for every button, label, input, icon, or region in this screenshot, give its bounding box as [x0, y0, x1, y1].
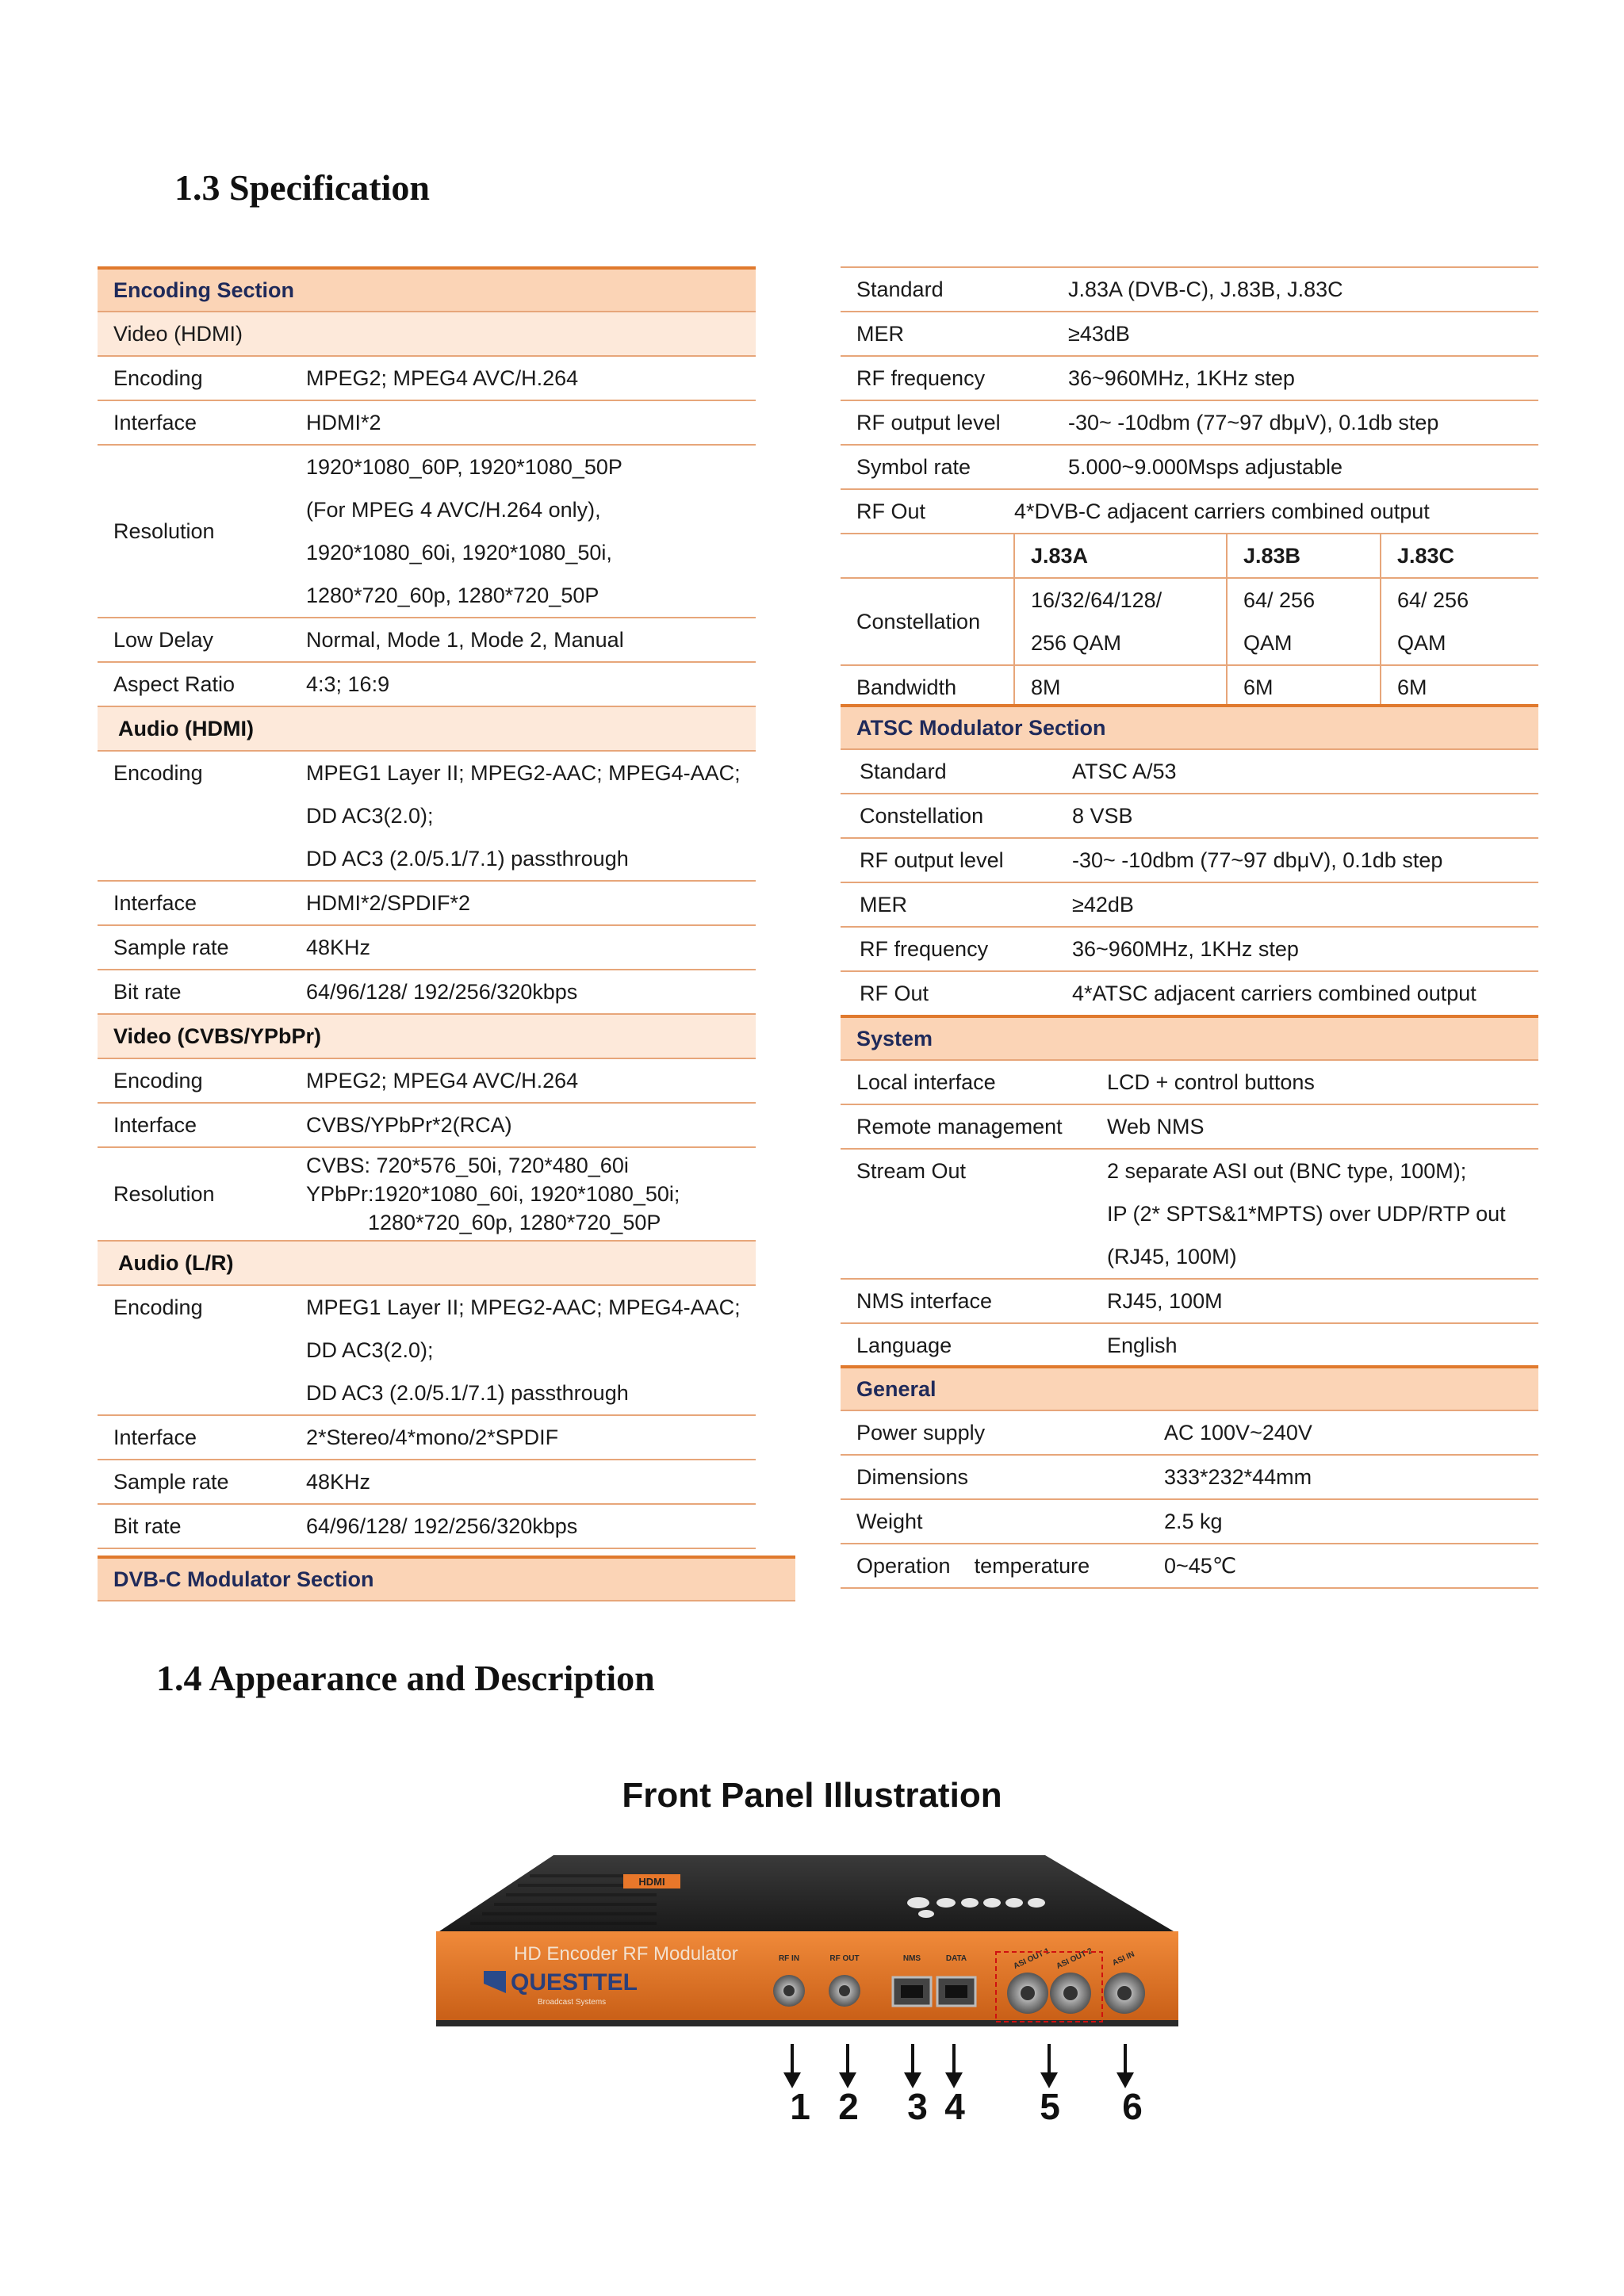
row-label: Stream Out [841, 1149, 1091, 1279]
constellation-header-row [841, 534, 1538, 578]
row-value: 36~960MHz, 1KHz step [1056, 927, 1538, 971]
row-label: Encoding [98, 356, 290, 400]
right-spec-table-system [841, 1015, 1538, 1368]
row-value: 6M [1381, 665, 1538, 710]
value-line: 2 separate ASI out (BNC type, 100M); [1107, 1159, 1467, 1183]
marker-number: 2 [838, 2086, 859, 2127]
device-name: HD Encoder RF Modulator [514, 1943, 738, 1965]
marker-number: 5 [1040, 2086, 1060, 2127]
row-label: Sample rate [98, 1460, 290, 1504]
row-value: ≥43dB [1014, 312, 1538, 356]
table-row [841, 356, 1538, 400]
port-label: RF IN [778, 1954, 800, 1963]
row-value: 64/96/128/ 192/256/320kbps [290, 1504, 756, 1548]
general-section-title: General [841, 1367, 1538, 1410]
value-line: QAM [1243, 631, 1293, 655]
row-label: Constellation [841, 578, 1014, 665]
encoding-section-title: Encoding Section [98, 268, 756, 312]
table-row [841, 578, 1538, 665]
row-value: -30~ -10dbm (77~97 dbμV), 0.1db step [1056, 838, 1538, 882]
table-row [98, 1460, 756, 1504]
table-row [841, 882, 1538, 927]
row-value: MPEG2; MPEG4 AVC/H.264 [290, 1058, 756, 1103]
row-value: AC 100V~240V [1148, 1410, 1538, 1455]
value-line: IP (2* SPTS&1*MPTS) over UDP/RTP out [1107, 1202, 1506, 1226]
table-row [841, 971, 1538, 1016]
spec-heading: 1.3 Specification [174, 167, 430, 208]
dvbc-section-title: DVB-C Modulator Section [98, 1557, 795, 1601]
right-spec-table-atsc [841, 704, 1538, 1016]
table-row [841, 1060, 1538, 1104]
row-label: Standard [841, 267, 1014, 312]
table-row [98, 356, 756, 400]
row-label: Constellation [841, 794, 1056, 838]
row-value: 64/96/128/ 192/256/320kbps [290, 970, 756, 1014]
row-label: Encoding [98, 1058, 290, 1103]
row-label: RF output level [841, 400, 1014, 445]
row-label: Local interface [841, 1060, 1091, 1104]
row-value: HDMI*2 [290, 400, 756, 445]
audio-lr-label: Audio (L/R) [98, 1241, 756, 1285]
value-line: CVBS: 720*576_50i, 720*480_60i [306, 1154, 629, 1177]
row-value: 48KHz [290, 925, 756, 970]
value-line: DD AC3 (2.0/5.1/7.1) passthrough [306, 1381, 629, 1405]
audio-hdmi-label: Audio (HDMI) [98, 706, 756, 751]
row-label: Sample rate [98, 925, 290, 970]
bottom-edge [436, 2020, 1178, 2026]
port-label: ASI IN [1111, 1950, 1136, 1968]
row-value: 6M [1227, 665, 1381, 710]
col-header-j83b: J.83B [1227, 534, 1381, 578]
value-line: 1920*1080_60i, 1920*1080_50i, [306, 541, 612, 564]
row-label: Bandwidth [841, 665, 1014, 710]
table-row [841, 1410, 1538, 1455]
table-row [841, 665, 1538, 710]
row-label: Weight [841, 1499, 1148, 1544]
arrow-icon [780, 2044, 804, 2090]
table-row [98, 1058, 756, 1103]
arrow-icon [836, 2044, 860, 2090]
row-label: Interface [98, 1103, 290, 1147]
row-value: 5.000~9.000Msps adjustable [1014, 445, 1538, 489]
value-line: 1280*720_60p, 1280*720_50P [368, 1211, 661, 1234]
arrow-icon [901, 2044, 925, 2090]
row-label: Resolution [98, 445, 290, 618]
port-label: ASI OUT 1 [1012, 1946, 1051, 1972]
row-value: 2.5 kg [1148, 1499, 1538, 1544]
atsc-section-row [841, 706, 1538, 749]
table-row [98, 881, 756, 925]
table-row [841, 489, 1538, 534]
row-value: English [1091, 1323, 1538, 1368]
dvbc-section-table [98, 1556, 795, 1601]
system-section-row [841, 1016, 1538, 1060]
row-value [290, 1285, 756, 1415]
value-line: YPbPr:1920*1080_60i, 1920*1080_50i; [306, 1182, 680, 1206]
table-row [98, 1103, 756, 1147]
port-label: RF OUT [829, 1954, 860, 1963]
row-label: RF Out [841, 489, 1014, 534]
value-line: DD AC3(2.0); [306, 1338, 434, 1362]
audio-hdmi-row [98, 706, 756, 751]
atsc-section-title: ATSC Modulator Section [841, 706, 1538, 749]
row-value: LCD + control buttons [1091, 1060, 1538, 1104]
row-value: J.83A (DVB-C), J.83B, J.83C [1014, 267, 1538, 312]
row-value: 4*DVB-C adjacent carriers combined output [1014, 489, 1538, 534]
table-row [841, 1279, 1538, 1323]
table-row [841, 749, 1538, 794]
row-label: Interface [98, 881, 290, 925]
table-row [841, 1149, 1538, 1279]
rf-out-port [829, 1975, 860, 2007]
asi-out-1-port [1007, 1973, 1048, 2014]
row-label: Language [841, 1323, 1091, 1368]
device-illustration [435, 1852, 1180, 2058]
value-line: (For MPEG 4 AVC/H.264 only), [306, 498, 601, 522]
value-line: QAM [1397, 631, 1446, 655]
row-value: RJ45, 100M [1091, 1279, 1538, 1323]
video-cvbs-label: Video (CVBS/YPbPr) [98, 1014, 756, 1058]
value-line: MPEG1 Layer II; MPEG2-AAC; MPEG4-AAC; [306, 1295, 741, 1319]
video-hdmi-row [98, 312, 756, 356]
table-row [841, 1104, 1538, 1149]
table-row [98, 662, 756, 706]
right-spec-table-general [841, 1365, 1538, 1589]
video-hdmi-label: Video (HDMI) [98, 312, 756, 356]
table-row [841, 1499, 1538, 1544]
row-label: MER [841, 312, 1014, 356]
port-label: NMS [902, 1954, 921, 1963]
row-value: 48KHz [290, 1460, 756, 1504]
table-row [841, 312, 1538, 356]
row-value: 4*ATSC adjacent carriers combined output [1056, 971, 1538, 1016]
row-value [1091, 1149, 1538, 1279]
row-label: Remote management [841, 1104, 1091, 1149]
marker-number: 6 [1122, 2086, 1143, 2127]
top-label: HDMI [638, 1876, 665, 1888]
marker-number: 1 [790, 2086, 810, 2127]
table-row [98, 400, 756, 445]
brand-sub: Broadcast Systems [538, 1998, 607, 2007]
row-label: Dimensions [841, 1455, 1148, 1499]
brand-name: QUESTTEL [511, 1969, 638, 1996]
row-value: Normal, Mode 1, Mode 2, Manual [290, 618, 756, 662]
row-label: Bit rate [98, 970, 290, 1014]
appearance-heading: 1.4 Appearance and Description [156, 1658, 655, 1698]
row-value [1381, 578, 1538, 665]
row-label: RF frequency [841, 356, 1014, 400]
video-cvbs-row [98, 1014, 756, 1058]
row-value: 36~960MHz, 1KHz step [1014, 356, 1538, 400]
table-row [98, 445, 756, 618]
value-line: 1920*1080_60P, 1920*1080_50P [306, 455, 622, 479]
row-label: Aspect Ratio [98, 662, 290, 706]
row-label: RF frequency [841, 927, 1056, 971]
row-label: Interface [98, 1415, 290, 1460]
general-section-row [841, 1367, 1538, 1410]
value-line: MPEG1 Layer II; MPEG2-AAC; MPEG4-AAC; [306, 761, 741, 785]
col-header-j83c: J.83C [1381, 534, 1538, 578]
row-label: Standard [841, 749, 1056, 794]
col-header-j83a: J.83A [1014, 534, 1227, 578]
table-row [98, 751, 756, 881]
row-value: 8 VSB [1056, 794, 1538, 838]
row-value: HDMI*2/SPDIF*2 [290, 881, 756, 925]
dvbc-section-row [98, 1557, 795, 1601]
value-line: DD AC3 (2.0/5.1/7.1) passthrough [306, 847, 629, 871]
table-row [98, 1147, 756, 1241]
row-label: Operation temperature [841, 1544, 1148, 1588]
row-value: ≥42dB [1056, 882, 1538, 927]
row-value: Web NMS [1091, 1104, 1538, 1149]
row-value [1227, 578, 1381, 665]
row-value [290, 751, 756, 881]
row-label: Encoding [98, 1285, 290, 1415]
table-row [841, 400, 1538, 445]
table-row [98, 1415, 756, 1460]
row-value: 4:3; 16:9 [290, 662, 756, 706]
data-port [937, 1977, 975, 2006]
value-line: 64/ 256 [1243, 588, 1316, 612]
system-section-title: System [841, 1016, 1538, 1060]
row-label: Power supply [841, 1410, 1148, 1455]
arrow-icon [942, 2044, 966, 2090]
port-label: ASI OUT 2 [1055, 1946, 1094, 1972]
row-label: RF Out [841, 971, 1056, 1016]
value-line: 256 QAM [1031, 631, 1122, 655]
table-row [98, 1285, 756, 1415]
row-label: Encoding [98, 751, 290, 881]
asi-in-port [1104, 1973, 1145, 2014]
row-label: RF output level [841, 838, 1056, 882]
value-line: 64/ 256 [1397, 588, 1469, 612]
table-row [841, 445, 1538, 489]
arrow-icon [1037, 2044, 1061, 2090]
value-line: (RJ45, 100M) [1107, 1245, 1237, 1269]
row-label: Resolution [98, 1147, 290, 1241]
row-value: CVBS/YPbPr*2(RCA) [290, 1103, 756, 1147]
row-value: MPEG2; MPEG4 AVC/H.264 [290, 356, 756, 400]
empty-cell [841, 534, 1014, 578]
row-label: Low Delay [98, 618, 290, 662]
nms-port [893, 1977, 931, 2006]
table-row [841, 794, 1538, 838]
row-value: 8M [1014, 665, 1227, 710]
table-row [841, 838, 1538, 882]
marker-number: 4 [944, 2086, 965, 2127]
row-value: 2*Stereo/4*mono/2*SPDIF [290, 1415, 756, 1460]
table-row [841, 1455, 1538, 1499]
row-label: Bit rate [98, 1504, 290, 1548]
row-label: Symbol rate [841, 445, 1014, 489]
asi-out-2-port [1050, 1973, 1091, 2014]
value-line: DD AC3(2.0); [306, 804, 434, 828]
table-row [98, 1504, 756, 1548]
row-value [1014, 578, 1227, 665]
row-value: ATSC A/53 [1056, 749, 1538, 794]
table-row [841, 1544, 1538, 1588]
row-value [290, 1147, 756, 1241]
value-line: 16/32/64/128/ [1031, 588, 1162, 612]
table-row [841, 1323, 1538, 1368]
row-value: -30~ -10dbm (77~97 dbμV), 0.1db step [1014, 400, 1538, 445]
right-spec-table-dvbc [841, 266, 1538, 710]
port-label: DATA [945, 1954, 967, 1963]
table-row [841, 927, 1538, 971]
arrow-icon [1113, 2044, 1137, 2090]
table-row [98, 925, 756, 970]
audio-lr-row [98, 1241, 756, 1285]
encoding-section-row [98, 268, 756, 312]
row-value: 333*232*44mm [1148, 1455, 1538, 1499]
table-row [98, 970, 756, 1014]
row-value [290, 445, 756, 618]
table-row [841, 267, 1538, 312]
marker-number: 3 [907, 2086, 928, 2127]
row-label: NMS interface [841, 1279, 1091, 1323]
rf-in-port [773, 1975, 805, 2007]
row-label: Interface [98, 400, 290, 445]
table-row [98, 618, 756, 662]
front-panel-title: Front Panel Illustration [622, 1776, 1002, 1815]
left-spec-table [98, 266, 756, 1549]
value-line: 1280*720_60p, 1280*720_50P [306, 584, 599, 607]
row-value: 0~45℃ [1148, 1544, 1538, 1588]
row-label: MER [841, 882, 1056, 927]
